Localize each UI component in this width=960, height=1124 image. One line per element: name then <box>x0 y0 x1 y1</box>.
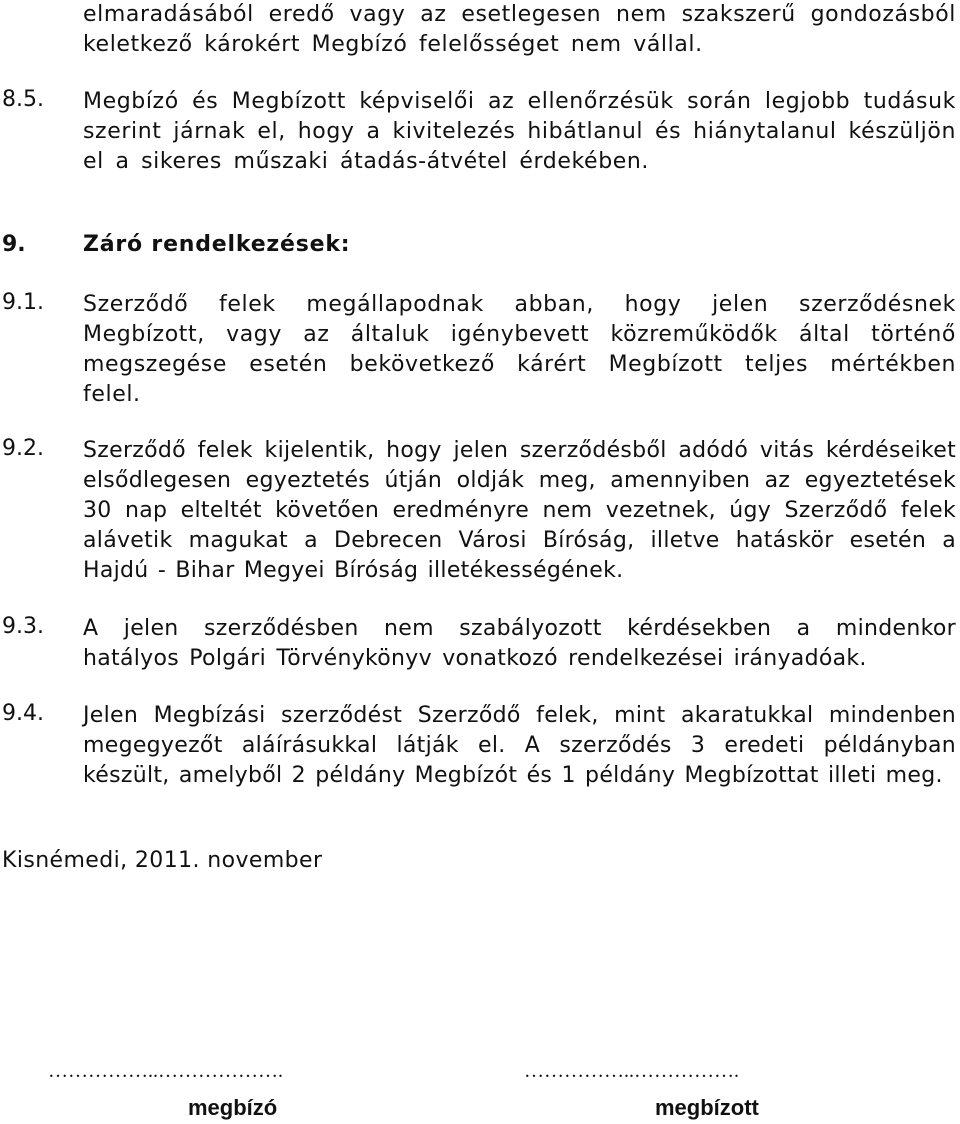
clause-text: Szerződő felek megállapodnak abban, hogy jelen szerződésnek Megbízott, vagy az általuk igénybevett közreműködők által történő megszegése esetén bekövetkező kárért Megbízott teljes mértékben felel. <box>83 292 956 407</box>
clause-text: Szerződő felek kijelentik, hogy jelen szerződésből adódó vitás kérdéseiket elsődlegesen egyeztetés útján oldják meg, amennyiben az egyeztetések 30 nap elteltét követően eredményre nem vezetnek, úgy Szerződő felek alávetik magukat a Debrecen Városi Bíróság, illetve hatáskör esetén a Hajdú - Bihar Megyei Bíróság illetékességének. <box>83 438 956 583</box>
section-number: 9. <box>2 232 26 257</box>
section-title: Záró rendelkezések: <box>83 232 351 257</box>
clause-number: 9.1. <box>2 290 44 315</box>
clause-number: 9.4. <box>2 701 44 726</box>
place-date: Kisnémedi, 2011. november <box>2 848 323 873</box>
clause-number: 9.2. <box>2 436 44 461</box>
signature-line-right: ……………..……………. <box>524 1060 739 1082</box>
clause-number: 8.5. <box>2 87 44 112</box>
signature-line-left: ……………..………………. <box>48 1060 283 1082</box>
signature-label-right: megbízott <box>655 1095 759 1120</box>
clause-text: Jelen Megbízási szerződést Szerződő felek, mint akaratukkal mindenben megegyezőt aláírásukkal látják el. A szerződés 3 eredeti példányban készült, amelyből 2 példány Megbízót és 1 példány Megbízottat illeti meg. <box>83 703 956 788</box>
clause-text: A jelen szerződésben nem szabályozott kérdésekben a mindenkor hatályos Polgári Törvénykönyv vonatkozó rendelkezései irányadóak. <box>83 616 956 671</box>
signature-label-left: megbízó <box>188 1095 278 1120</box>
intro-text: elmaradásából eredő vagy az esetlegesen nem szakszerű gondozásból keletkező károkért Megbízó felelősséget nem vállal. <box>83 2 956 57</box>
clause-number: 9.3. <box>2 614 44 639</box>
clause-text: Megbízó és Megbízott képviselői az ellenőrzésük során legjobb tudásuk szerint járnak el, hogy a kivitelezés hibátlanul és hiánytalanul készüljön el a sikeres műszaki átadás-átvétel érdekében. <box>83 89 956 174</box>
